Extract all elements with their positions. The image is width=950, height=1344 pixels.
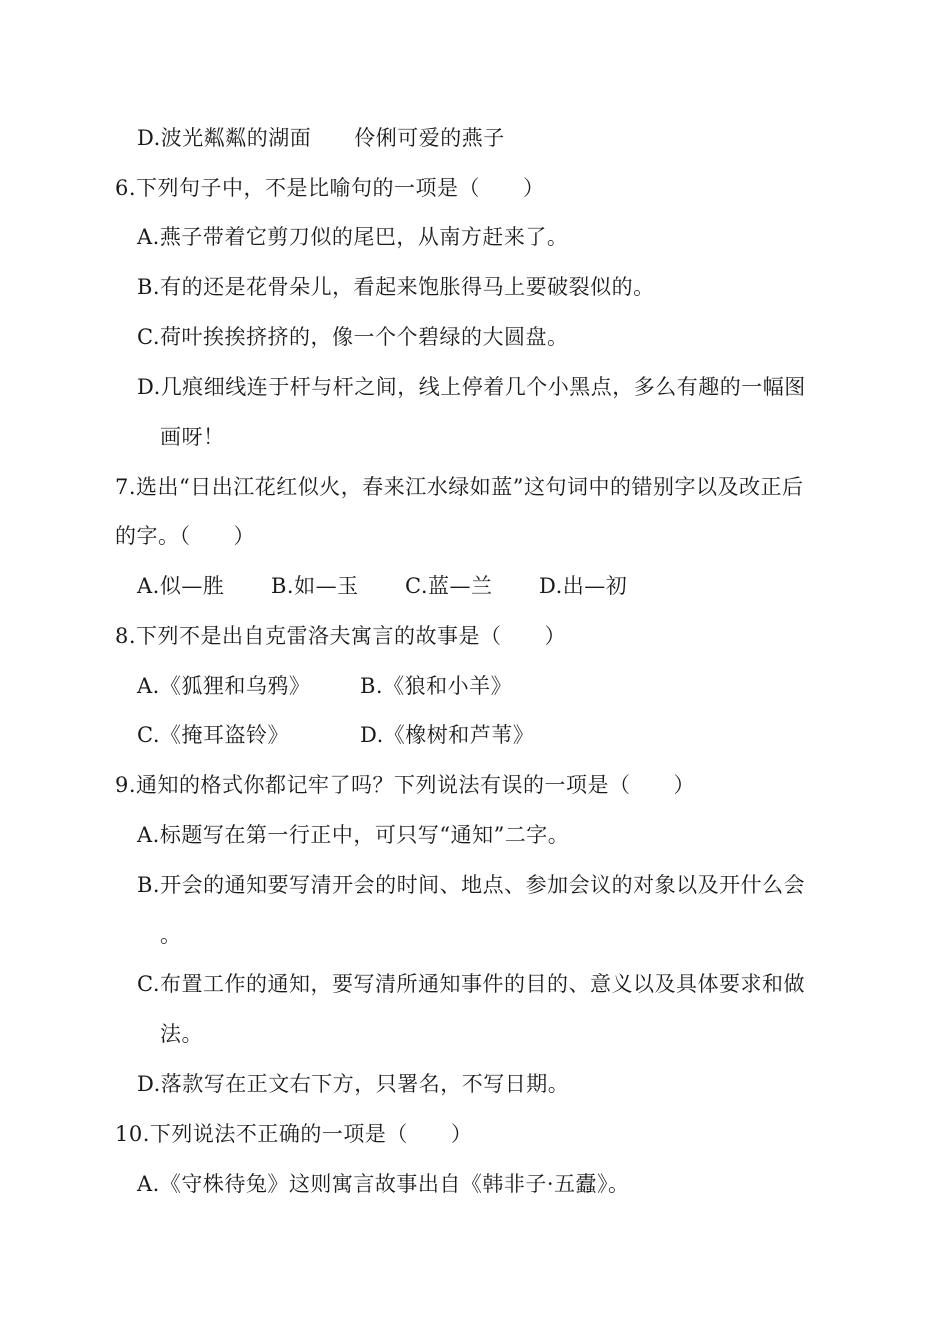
q9-option-c-line1: C.布置工作的通知，要写清所通知事件的目的、意义以及具体要求和做 — [137, 972, 805, 996]
q6-option-d-line1: D.几痕细线连于杆与杆之间，线上停着几个小黑点，多么有趣的一幅图 — [137, 375, 806, 399]
q8-option-c: C.《掩耳盗铃》 — [137, 723, 289, 747]
q8-option-d: D.《橡树和芦苇》 — [360, 723, 535, 747]
q6-option-d-line2: 画呀！ — [160, 425, 225, 449]
q8-option-a: A.《狐狸和乌鸦》 — [137, 674, 311, 698]
q7-option-a: A.似—胜 — [137, 574, 225, 598]
q6-stem: 6.下列句子中，不是比喻句的一项是（ ） — [115, 176, 545, 200]
q5-option-d: D.波光粼粼的湖面 伶俐可爱的燕子 — [137, 126, 505, 150]
q7-stem-line2: 的字。（ ） — [115, 524, 255, 548]
q9-option-b-line2: 。 — [160, 923, 182, 947]
q9-option-b-line1: B.开会的通知要写清开会的时间、地点、参加会议的对象以及开什么会 — [137, 873, 806, 897]
q10-stem: 10.下列说法不正确的一项是（ ） — [115, 1122, 473, 1146]
q9-option-c-line2: 法。 — [160, 1022, 203, 1046]
q7-stem-line1: 7.选出“日出江花红似火，春来江水绿如蓝”这句词中的错别字以及改正后 — [115, 475, 804, 499]
q6-option-c: C.荷叶挨挨挤挤的，像一个个碧绿的大圆盘。 — [137, 325, 569, 349]
q6-option-b: B.有的还是花骨朵儿，看起来饱胀得马上要破裂似的。 — [137, 275, 655, 299]
q6-option-a: A.燕子带着它剪刀似的尾巴，从南方赶来了。 — [137, 225, 569, 249]
q7-option-b: B.如—玉 — [271, 574, 359, 598]
q7-option-c: C.蓝—兰 — [405, 574, 493, 598]
q8-option-b: B.《狼和小羊》 — [360, 674, 513, 698]
q9-option-a: A.标题写在第一行正中，可只写“通知”二字。 — [137, 823, 570, 847]
q7-option-d: D.出—初 — [539, 574, 628, 598]
q10-option-a: A.《守株待兔》这则寓言故事出自《韩非子·五蠹》。 — [137, 1172, 630, 1196]
q8-stem: 8.下列不是出自克雷洛夫寓言的故事是（ ） — [115, 624, 567, 648]
q9-option-d: D.落款写在正文右下方，只署名，不写日期。 — [137, 1072, 570, 1096]
q9-stem: 9.通知的格式你都记牢了吗？下列说法有误的一项是（ ） — [115, 773, 696, 797]
